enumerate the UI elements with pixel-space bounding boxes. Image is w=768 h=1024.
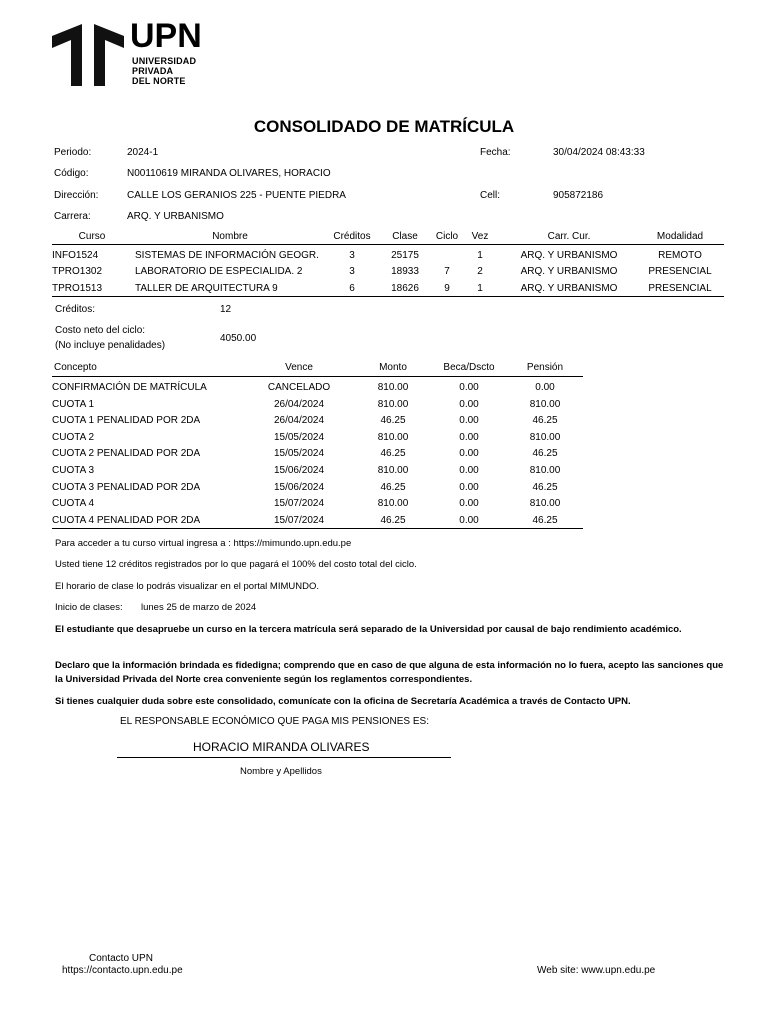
cell-value: 905872186 [553,190,604,201]
carrera-value: ARQ. Y URBANISMO [127,211,224,222]
periodo-value: 2024-1 [127,147,159,158]
payment-monto: 46.25 [380,415,406,427]
payment-monto: 810.00 [377,498,409,510]
costo-sublabel: (No incluye penalidades) [55,340,166,351]
payment-vence: CANCELADO [267,382,331,393]
payment-vence: 15/06/2024 [273,481,325,493]
col-header-monto: Monto [379,362,407,373]
payment-concepto: CUOTA 4 [52,498,95,510]
course-ciclo: 7 [444,266,450,277]
payment-pension: 810.00 [529,431,561,443]
footer-contact-label: Contacto UPN [89,953,153,964]
payment-vence: 15/06/2024 [273,465,325,476]
payment-beca-dscto: 0.00 [459,415,479,427]
payment-vence: 15/05/2024 [273,448,325,460]
inicio-label: Inicio de clases: [55,602,123,613]
course-carr-cur: ARQ. Y URBANISMO [520,266,618,277]
col-header-creditos: Créditos [333,231,371,242]
payment-concepto: CUOTA 1 [52,398,95,410]
logo-line-3: DEL NORTE [132,76,186,86]
payment-beca-dscto: 0.00 [459,431,479,443]
payment-pension: 810.00 [529,465,561,476]
course-name: TALLER DE ARQUITECTURA 9 [135,283,278,294]
payment-pension: 46.25 [532,415,558,427]
col-header-nombre: Nombre [212,231,248,242]
responsable-name: HORACIO MIRANDA OLIVARES [193,740,370,754]
payment-beca-dscto: 0.00 [459,382,479,393]
codigo-label: Código: [54,168,89,179]
creditos-value: 12 [220,304,232,315]
col-header-vez: Vez [471,231,489,242]
col-header-carr-cur: Carr. Cur. [547,231,591,242]
upn-logo [52,17,212,86]
payment-concepto: CUOTA 2 [52,431,95,443]
payment-pension: 46.25 [532,514,558,526]
contact-note: Si tienes cualquier duda sobre este consolidado, comunícate con la oficina de Secretaría Académica a través de Contacto UPN. [55,696,631,707]
credits-note: Usted tiene 12 créditos registrados por lo que pagará el 100% del costo total del ciclo. [55,559,417,570]
costo-value: 4050.00 [220,333,257,344]
payment-vence: 15/05/2024 [273,431,325,443]
course-ciclo: 9 [444,283,450,294]
course-clase: 18933 [391,266,419,277]
course-name: SISTEMAS DE INFORMACIÓN GEOGR. [135,250,319,261]
payment-beca-dscto: 0.00 [459,514,479,526]
table-rule [52,244,724,245]
payment-monto: 46.25 [380,448,406,460]
col-header-ciclo: Ciclo [435,231,459,242]
payment-vence: 26/04/2024 [273,398,325,410]
payment-monto: 810.00 [377,382,409,393]
course-code: INFO1524 [52,250,99,261]
course-vez: 2 [477,266,483,277]
payment-concepto: CONFIRMACIÓN DE MATRÍCULA [52,382,207,393]
course-carr-cur: ARQ. Y URBANISMO [520,283,618,294]
col-header-clase: Clase [392,231,418,242]
signature-line [117,757,451,758]
fecha-value: 30/04/2024 08:43:33 [553,147,645,158]
carrera-label: Carrera: [54,211,91,222]
payment-monto: 810.00 [377,465,409,476]
codigo-value: N00110619 MIRANDA OLIVARES, HORACIO [127,168,331,179]
payment-concepto: CUOTA 3 [52,465,95,476]
payment-pension: 0.00 [535,382,555,393]
col-header-modalidad: Modalidad [656,231,704,242]
payment-vence: 15/07/2024 [273,514,325,526]
upn-emblem-icon [52,22,124,86]
payment-pension: 46.25 [532,448,558,460]
responsable-caption: Nombre y Apellidos [240,766,322,777]
col-header-pension: Pensión [526,362,564,373]
virtual-course-note: Para acceder a tu curso virtual ingresa a : https://mimundo.upn.edu.pe [55,538,352,549]
payment-beca-dscto: 0.00 [459,398,479,410]
costo-label: Costo neto del ciclo: [55,325,146,336]
payment-monto: 46.25 [380,514,406,526]
payment-concepto: CUOTA 1 PENALIDAD POR 2DA [52,415,201,427]
periodo-label: Periodo: [54,147,92,158]
col-header-vence: Vence [285,362,313,373]
course-vez: 1 [477,250,483,261]
col-header-beca: Beca/Dscto [443,362,495,373]
inicio-value: lunes 25 de marzo de 2024 [141,602,257,613]
responsable-label: EL RESPONSABLE ECONÓMICO QUE PAGA MIS PENSIONES ES: [120,716,429,727]
course-modalidad: PRESENCIAL [648,283,712,294]
payment-beca-dscto: 0.00 [459,448,479,460]
logo-line-2: PRIVADA [132,66,174,76]
course-modalidad: PRESENCIAL [648,266,712,277]
payment-beca-dscto: 0.00 [459,481,479,493]
payment-pension: 810.00 [529,398,561,410]
course-code: TPRO1513 [52,283,103,294]
logo-wordmark: UPN [130,17,202,55]
course-modalidad: REMOTO [658,250,702,261]
cell-label: Cell: [480,190,501,201]
course-vez: 1 [477,283,483,294]
payment-concepto: CUOTA 4 PENALIDAD POR 2DA [52,514,201,526]
footer-contact-link[interactable]: https://contacto.upn.edu.pe [62,965,183,976]
col-header-concepto: Concepto [54,362,97,373]
payment-pension: 810.00 [529,498,561,510]
payment-concepto: CUOTA 3 PENALIDAD POR 2DA [52,481,201,493]
schedule-note: El horario de clase lo podrás visualizar en el portal MIMUNDO. [55,581,319,592]
direccion-label: Dirección: [54,190,99,201]
payment-beca-dscto: 0.00 [459,465,479,476]
payment-vence: 26/04/2024 [273,415,325,427]
table-rule [52,376,583,377]
course-code: TPRO1302 [52,266,103,277]
course-creditos: 3 [349,250,355,261]
course-creditos: 6 [349,283,355,294]
footer-website[interactable]: Web site: www.upn.edu.pe [537,965,656,976]
payment-concepto: CUOTA 2 PENALIDAD POR 2DA [52,448,201,460]
course-clase: 25175 [391,250,419,261]
course-creditos: 3 [349,266,355,277]
creditos-label: Créditos: [55,304,96,315]
course-clase: 18626 [391,283,419,294]
logo-line-1: UNIVERSIDAD [132,56,197,66]
academic-warning: El estudiante que desapruebe un curso en la tercera matrícula será separado de la Universidad por causal de bajo rendimiento académico. [55,624,682,635]
document-title: CONSOLIDADO DE MATRÍCULA [253,117,515,136]
payment-vence: 15/07/2024 [273,498,325,510]
payment-pension: 46.25 [532,481,558,493]
course-name: LABORATORIO DE ESPECIALIDA. 2 [135,266,303,277]
payment-monto: 810.00 [377,398,409,410]
direccion-value: CALLE LOS GERANIOS 225 - PUENTE PIEDRA [127,190,346,201]
table-rule [52,296,724,297]
declaration: Declaro que la información brindada es fidedigna; comprendo que en caso de que alguna de esta información no lo fuera, acepto las sanciones que la Universidad Privada del Norte crea conveniente según los reglamentos correspondientes. [55,660,724,685]
fecha-label: Fecha: [480,147,511,158]
table-rule [52,528,583,529]
payment-monto: 810.00 [377,431,409,443]
course-carr-cur: ARQ. Y URBANISMO [520,250,618,261]
payment-monto: 46.25 [380,481,406,493]
payment-beca-dscto: 0.00 [459,498,479,510]
col-header-curso: Curso [78,231,106,242]
